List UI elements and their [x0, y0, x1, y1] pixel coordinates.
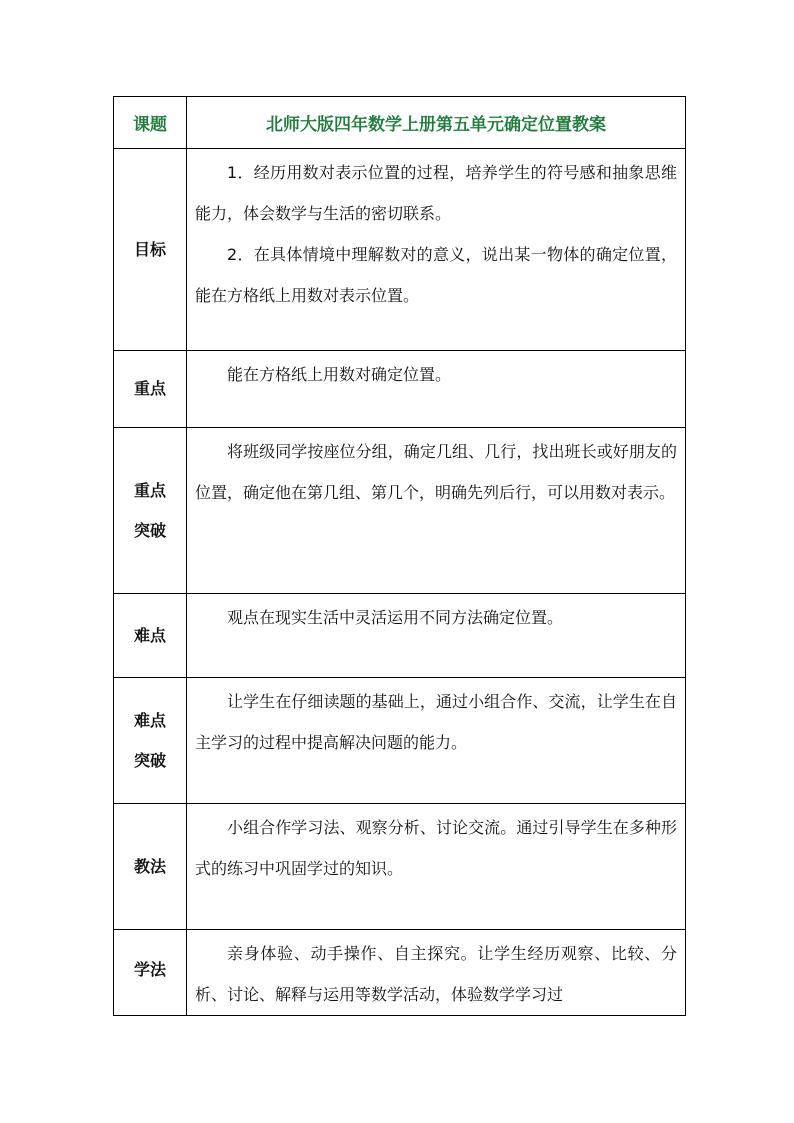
objective-paragraph: 1．经历用数对表示位置的过程，培养学生的符号感和抽象思维能力，体会数学与生活的密切联系。	[195, 163, 677, 223]
row-label-difficulties	[114, 594, 187, 678]
row-learning-methods	[114, 930, 686, 1016]
topic-label: 课题	[114, 97, 187, 149]
content-paragraph: 亲身体验、动手操作、自主探究。让学生经历观察、比较、分析、讨论、解释与运用等数学活动，体验数学学习过	[195, 944, 677, 1004]
label-line: 难点	[133, 625, 166, 645]
label-line: 学法	[133, 960, 166, 979]
content-paragraph: 将班级同学按座位分组，确定几组、几行，找出班长或好朋友的位置，确定他在第几组、第几个，明确先列后行，可以用数对表示。	[195, 442, 677, 502]
row-label-objectives	[114, 149, 187, 351]
row-content-difficulties	[187, 594, 686, 678]
row-key-breakthrough	[114, 428, 686, 594]
label-line: 突破	[133, 750, 166, 770]
content-paragraph: 小组合作学习法、观察分析、讨论交流。通过引导学生在多种形式的练习中巩固学过的知识。	[195, 818, 677, 878]
row-key-points	[114, 351, 686, 428]
row-label-learning-methods	[114, 930, 187, 1016]
objective-paragraph: 2．在具体情境中理解数对的意义，说出某一物体的确定位置，能在方格纸上用数对表示位置。	[195, 245, 677, 305]
row-content-teaching-methods	[187, 804, 686, 930]
title-row	[114, 97, 686, 149]
row-objectives	[114, 149, 686, 351]
row-content-learning-methods	[187, 930, 686, 1016]
label-line: 突破	[133, 520, 166, 540]
label-line: 重点	[133, 379, 166, 398]
row-teaching-methods	[114, 804, 686, 930]
row-content-key-breakthrough	[187, 428, 686, 594]
label-line: 目标	[133, 239, 166, 259]
content-paragraph: 能在方格纸上用数对确定位置。	[227, 365, 452, 384]
label-line: 教法	[133, 856, 166, 876]
lesson-title: 北师大版四年数学上册第五单元确定位置教案	[187, 97, 686, 149]
row-label-key-points	[114, 351, 187, 428]
label-line: 难点	[133, 710, 166, 730]
label-line: 重点	[133, 480, 166, 500]
content-paragraph: 观点在现实生活中灵活运用不同方法确定位置。	[227, 608, 564, 627]
row-content-difficulty-breakthrough	[187, 678, 686, 804]
row-content-key-points	[187, 351, 686, 428]
lesson-plan-table	[113, 96, 686, 1016]
row-content-objectives	[187, 149, 686, 351]
row-label-difficulty-breakthrough	[114, 678, 187, 804]
row-label-teaching-methods	[114, 804, 187, 930]
row-difficulties	[114, 594, 686, 678]
content-paragraph: 让学生在仔细读题的基础上，通过小组合作、交流，让学生在自主学习的过程中提高解决问题的能力。	[195, 692, 677, 752]
row-difficulty-breakthrough	[114, 678, 686, 804]
row-label-key-breakthrough	[114, 428, 187, 594]
